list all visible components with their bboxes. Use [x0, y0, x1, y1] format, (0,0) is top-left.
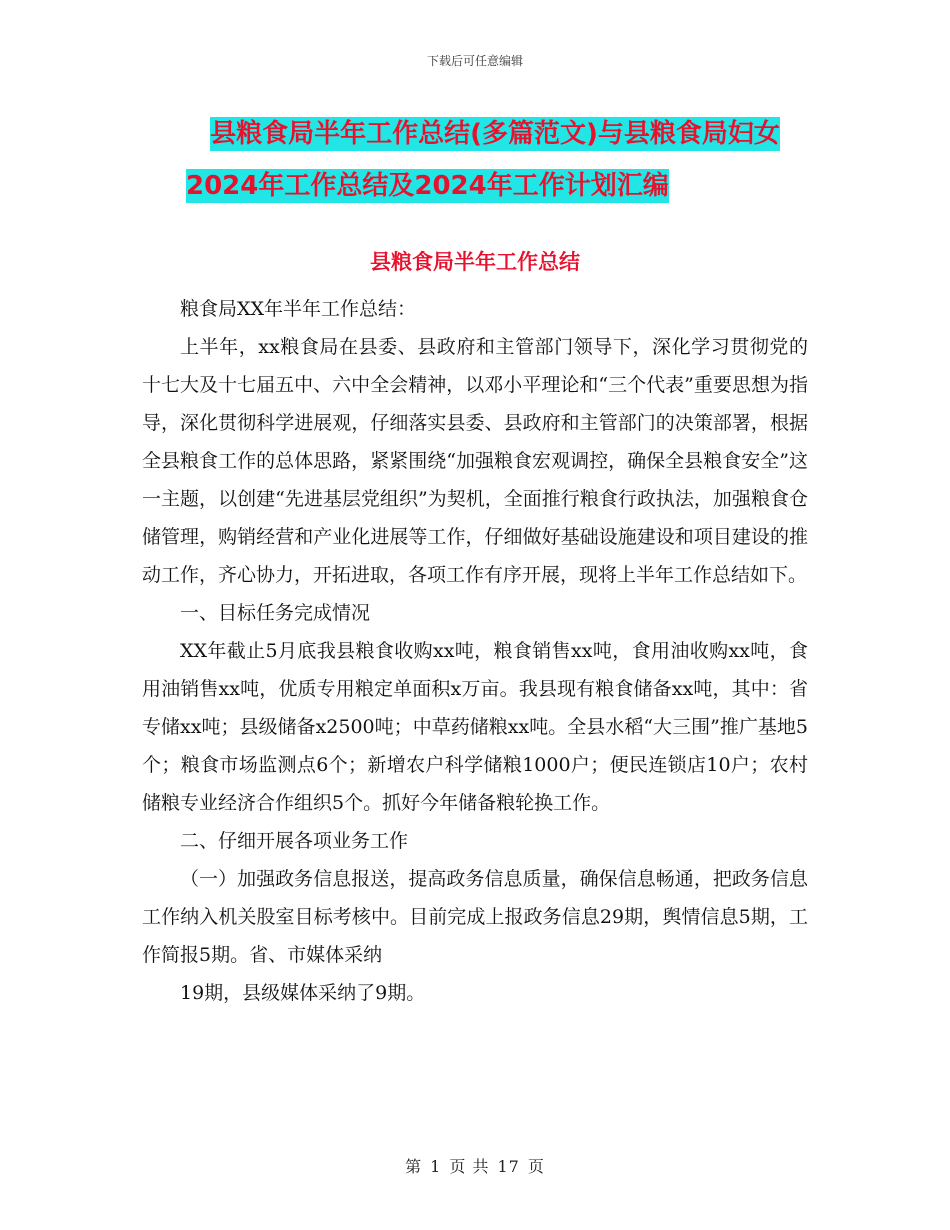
page-total: 17 [497, 1157, 520, 1176]
footer-mid: 页 共 [449, 1157, 490, 1176]
page-footer [0, 1154, 950, 1177]
footer-prefix: 第 [405, 1157, 423, 1176]
paragraph-info-reporting: （一）加强政务信息报送，提高政务信息质量，确保信息畅通，把政务信息工作纳入机关股室目标考核中。目前完成上报政务信息29期，舆情信息5期，工作简报5期。省、市媒体采纳 [142, 868, 808, 966]
heading-targets: 一、目标任务完成情况 [180, 602, 371, 624]
document-title [140, 108, 820, 212]
paragraph-overview: 上半年，xx粮食局在县委、县政府和主管部门领导下，深化学习贯彻党的十七大及十七届五中、六中全会精神，以邓小平理论和“三个代表”重要思想为指导，深化贯彻科学进展观，仔细落实县委、县政府和主管部门的决策部署，根据全县粮食工作的总体思路，紧紧围绕“加强粮食宏观调控，确保全县粮食安全”这一主题，以创建“先进基层党组织”为契机，全面推行粮食行政执法，加强粮食仓储管理，购销经营和产业化进展等工作，仔细做好基础设施建设和项目建设的推动工作，齐心协力，开拓进取，各项工作有序开展，现将上半年工作总结如下。 [142, 336, 808, 586]
header-note: 下载后可任意编辑 [426, 54, 523, 68]
section-title: 县粮食局半年工作总结 [370, 250, 580, 274]
paragraph-media: 19期，县级媒体采纳了9期。 [180, 982, 426, 1004]
document-title-line-1 [140, 108, 820, 160]
document-body [142, 290, 808, 1012]
title-highlight-2: 2024年工作总结及2024年工作计划汇编 [186, 171, 669, 201]
document-title-line-2 [140, 160, 820, 212]
paragraph-intro: 粮食局XX年半年工作总结： [180, 298, 417, 320]
title-highlight-1: 县粮食局半年工作总结(多篇范文)与县粮食局妇女 [210, 119, 780, 149]
page-number: 1 [430, 1157, 442, 1176]
paragraph-targets: XX年截止5月底我县粮食收购xx吨，粮食销售xx吨，食用油收购xx吨，食用油销售xx吨，优质专用粮定单面积x万亩。我县现有粮食储备xx吨，其中：省专储xx吨；县级储备x2500吨；中草药储粮xx吨。全县水稻“大三围”推广基地5个；粮食市场监测点6个；新增农户科学储粮1000户；便民连锁店10户；农村储粮专业经济合作组织5个。抓好今年储备粮轮换工作。 [142, 640, 808, 814]
heading-business: 二、仔细开展各项业务工作 [180, 830, 409, 852]
footer-suffix: 页 [527, 1157, 545, 1176]
